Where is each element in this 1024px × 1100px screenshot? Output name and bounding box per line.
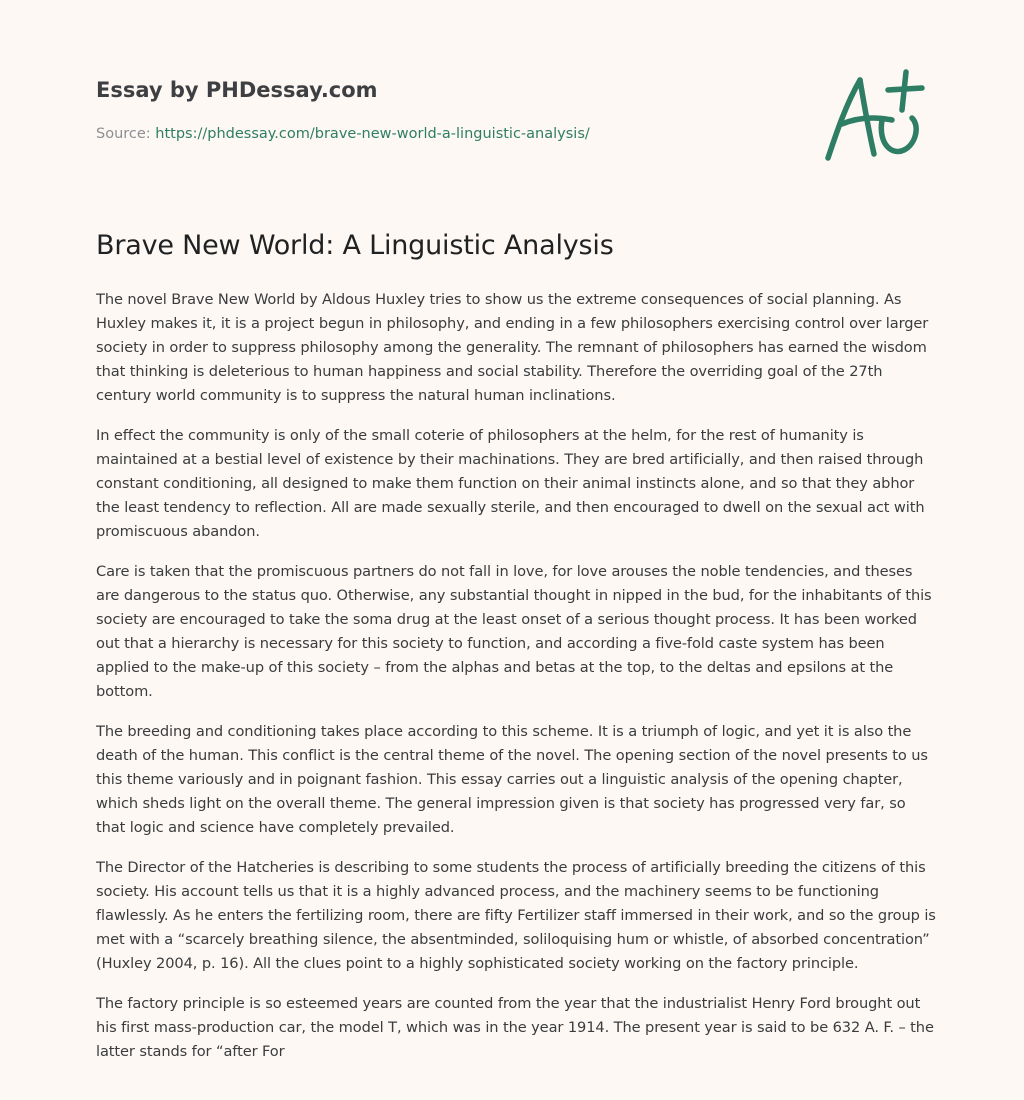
article-paragraph: The factory principle is so esteemed years are counted from the year that the industrialist Henry Ford brought out his first mass-production car, the model T, which was in the year 1914. The present year is said to be 632 A. F. – the latter stands for “after For (96, 995, 934, 1060)
site-title: Essay by PHDessay.com (96, 78, 378, 102)
source-link[interactable]: https://phdessay.com/brave-new-world-a-linguistic-analysis/ (155, 126, 590, 142)
article-paragraph: The breeding and conditioning takes place according to this scheme. It is a triumph of logic, and yet it is also the death of the human. This conflict is the central theme of the novel. The opening section of the novel presents to us this theme variously and in poignant fashion. This essay carries out a linguistic analysis of the opening chapter, which sheds light on the overall theme. The general impression given is that society has progressed very far, so that logic and science have completely prevailed. (96, 723, 928, 836)
article-paragraph: In effect the community is only of the small coterie of philosophers at the helm, for the rest of humanity is maintained at a bestial level of existence by their machinations. They are bred artificially, and then raised through constant conditioning, all designed to make them function on their animal instincts alone, and so that they abhor the least tendency to reflection. All are made sexually sterile, and then encouraged to dwell on the sexual act with promiscuous abandon. (96, 427, 925, 540)
a-plus-grade-icon (816, 66, 932, 170)
article-paragraph: Care is taken that the promiscuous partners do not fall in love, for love arouses the noble tendencies, and theses are dangerous to the status quo. Otherwise, any substantial thought in nipped in the bud, for the inhabitants of this society are encouraged to take the soma drug at the least onset of a serious thought process. It has been worked out that a hierarchy is necessary for this society to function, and according a five-fold caste system has been applied to the make-up of this society – from the alphas and betas at the top, to the deltas and epsilons at the bottom. (96, 563, 932, 700)
article (96, 226, 936, 1080)
source-line (96, 124, 796, 144)
article-title: Brave New World: A Linguistic Analysis (96, 230, 614, 261)
article-paragraph: The Director of the Hatcheries is describing to some students the process of artificially breeding the citizens of this society. His account tells us that it is a highly advanced process, and the machinery seems to be functioning flawlessly. As he enters the fertilizing room, there are fifty Fertilizer staff immersed in their work, and so the group is met with a “scarcely breathing silence, the absentminded, soliloquising hum or whistle, of absorbed concentration” (Huxley 2004, p. 16). All the clues point to a highly sophisticated society working on the factory principle. (96, 859, 936, 972)
source-label: Source: (96, 126, 156, 142)
page-header (96, 76, 796, 144)
article-paragraph: The novel Brave New World by Aldous Huxley tries to show us the extreme consequences of social planning. As Huxley makes it, it is a project begun in philosophy, and ending in a few philosophers exercising control over larger society in order to suppress philosophy among the generality. The remnant of philosophers has earned the wisdom that thinking is deleterious to human happiness and social stability. Therefore the overriding goal of the 27th century world community is to suppress the natural human inclinations. (96, 291, 929, 404)
